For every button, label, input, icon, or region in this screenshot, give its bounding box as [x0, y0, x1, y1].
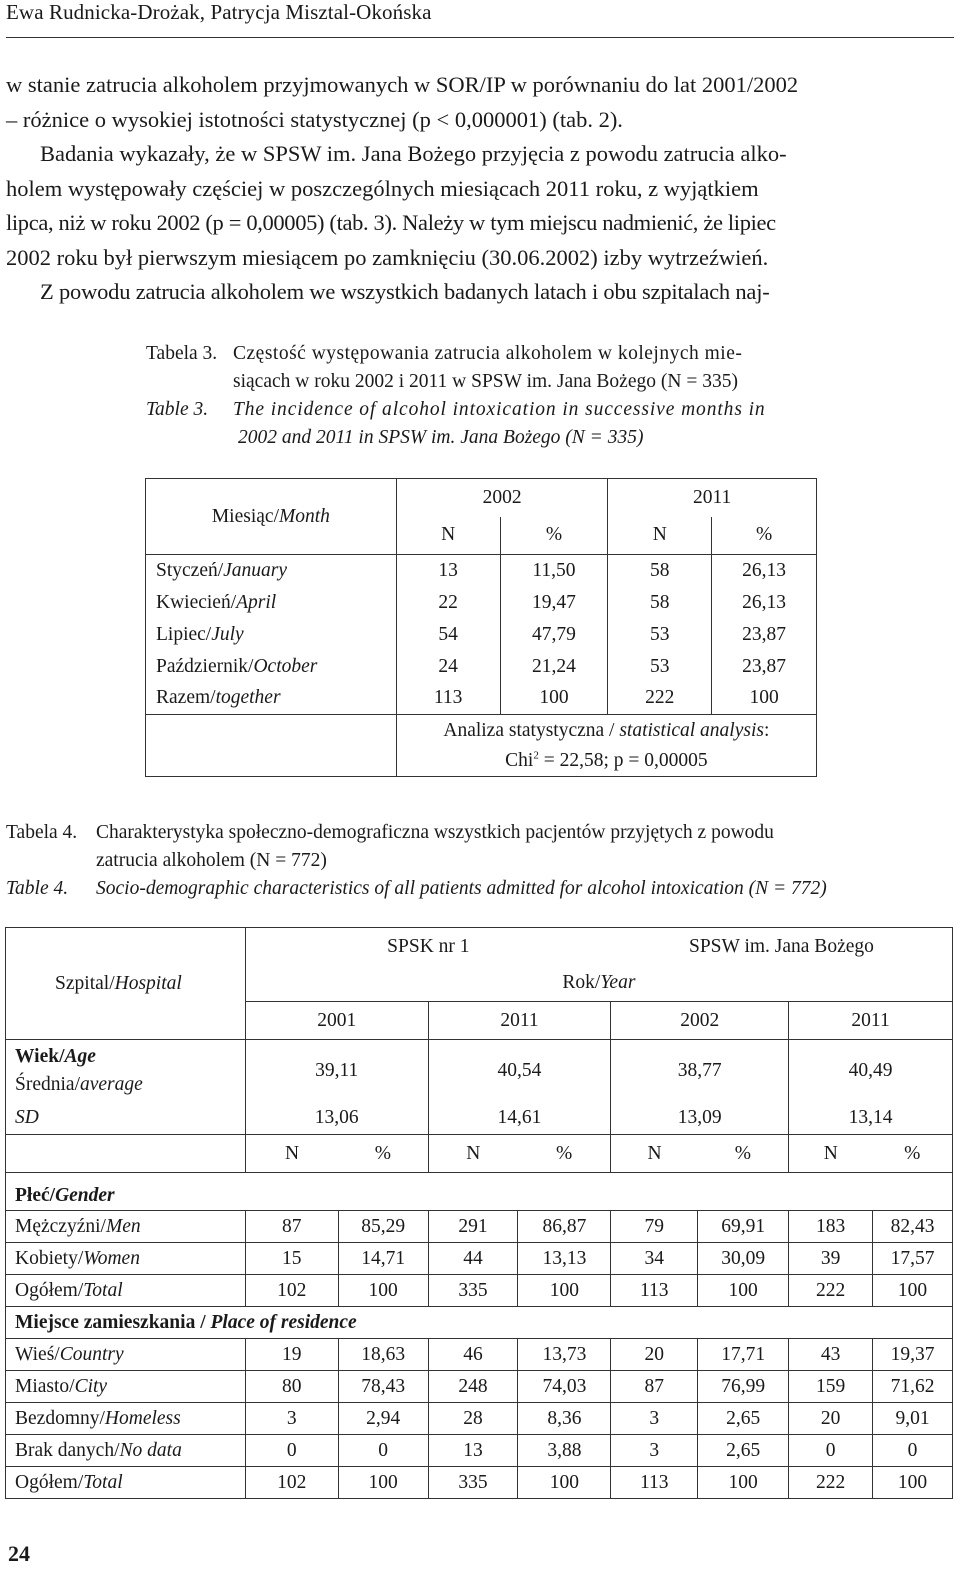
table4-label-pl: Tabela 4.: [6, 822, 78, 843]
table3-row-label: Lipiec/July: [146, 619, 397, 651]
table-cell: 22: [396, 587, 500, 619]
table-cell: 0: [338, 1435, 428, 1467]
table3-caption-pl-1: Częstość występowania zatrucia alkoholem w kolejnych mie-: [233, 343, 743, 364]
body-line: Z powodu zatrucia alkoholem we wszystkich badanych latach i obu szpitalach naj-: [40, 279, 770, 304]
body-line: w stanie zatrucia alkoholem przyjmowanych w SOR/IP w porównaniu do lat 2001/2002: [6, 72, 799, 97]
table-cell: 222: [789, 1467, 873, 1499]
table-cell: 78,43: [338, 1371, 428, 1403]
table-cell: 222: [608, 683, 712, 715]
table-cell: 80: [245, 1371, 338, 1403]
table-cell: 3,88: [518, 1435, 611, 1467]
table-cell: 222: [789, 1275, 873, 1307]
table-row: [146, 683, 817, 715]
table-cell: 53: [608, 651, 712, 683]
table-cell: 74,03: [518, 1371, 611, 1403]
table-cell: 76,99: [698, 1371, 789, 1403]
table3-caption-en-2: 2002 and 2011 in SPSW im. Jana Bożego (N = 335): [238, 427, 644, 448]
table-cell: 69,91: [698, 1211, 789, 1243]
table-cell: 46: [428, 1339, 518, 1371]
table-cell: 113: [611, 1275, 698, 1307]
table4-col-n: N: [611, 1135, 698, 1173]
table4-row-label: Ogółem/Total: [6, 1467, 246, 1499]
table-cell: 100: [698, 1275, 789, 1307]
table-cell: 17,57: [873, 1243, 953, 1275]
table4-hosp2: SPSW im. Jana Bożego: [611, 928, 953, 966]
table4-year: 2001: [245, 1002, 428, 1040]
body-line: – różnice o wysokiej istotności statystycznej (p < 0,000001) (tab. 2).: [6, 106, 623, 132]
table-cell: 85,29: [338, 1211, 428, 1243]
table-row: [6, 1211, 953, 1243]
table-cell: 17,71: [698, 1339, 789, 1371]
table3-row-label: Kwiecień/April: [146, 587, 397, 619]
table-cell: 3: [245, 1403, 338, 1435]
table3-label-pl: Tabela 3.: [146, 343, 218, 364]
table-cell: 82,43: [873, 1211, 953, 1243]
table-cell: 58: [608, 555, 712, 587]
table4-mean: 38,77: [611, 1040, 789, 1103]
body-line: holem występowały częściej w poszczególnych miesiącach 2011 roku, z wyjątkiem: [6, 175, 759, 201]
table-cell: 20: [611, 1339, 698, 1371]
table4-caption-pl-1: Charakterystyka społeczno-demograficzna wszystkich pacjentów przyjętych z powodu: [96, 822, 774, 843]
table-cell: 58: [608, 587, 712, 619]
table-cell: 71,62: [873, 1371, 953, 1403]
table-row: [6, 1435, 953, 1467]
table4-row-label: Miasto/City: [6, 1371, 246, 1403]
table-cell: 100: [338, 1275, 428, 1307]
table-cell: 102: [245, 1467, 338, 1499]
table-cell: 54: [396, 619, 500, 651]
table3-col-pct: %: [500, 517, 608, 555]
table4-sd: 13,06: [245, 1103, 428, 1135]
table-cell: 53: [608, 619, 712, 651]
table-cell: 26,13: [712, 555, 817, 587]
table-cell: 100: [712, 683, 817, 715]
table-cell: 0: [245, 1435, 338, 1467]
table4-year: 2011: [428, 1002, 611, 1040]
table4-col-n: N: [428, 1135, 518, 1173]
table-cell: 100: [338, 1467, 428, 1499]
table-row: [6, 1339, 953, 1371]
table-cell: 100: [698, 1467, 789, 1499]
table3: [145, 478, 817, 777]
table-cell: 30,09: [698, 1243, 789, 1275]
table4-row-label: Mężczyźni/Men: [6, 1211, 246, 1243]
table3-col-pct: %: [712, 517, 817, 555]
table4: [5, 927, 953, 1499]
table4-year-header: Rok/Year: [245, 966, 952, 1002]
table-cell: 100: [518, 1467, 611, 1499]
table-cell: 335: [428, 1275, 518, 1307]
table4-sd: 14,61: [428, 1103, 611, 1135]
table-cell: 18,63: [338, 1339, 428, 1371]
table-cell: 0: [873, 1435, 953, 1467]
table-cell: 2,65: [698, 1435, 789, 1467]
table-cell: 3: [611, 1403, 698, 1435]
table-cell: 86,87: [518, 1211, 611, 1243]
table4-caption-en-1: Socio-demographic characteristics of all patients admitted for alcohol intoxication (N = 772): [96, 878, 827, 899]
table3-row-label: Październik/October: [146, 651, 397, 683]
table-row: [146, 587, 817, 619]
table4-col-n: N: [245, 1135, 338, 1173]
table-row: [146, 651, 817, 683]
table-cell: 100: [873, 1275, 953, 1307]
table-cell: 159: [789, 1371, 873, 1403]
table-cell: 15: [245, 1243, 338, 1275]
table-row: [146, 619, 817, 651]
table-cell: 87: [245, 1211, 338, 1243]
table4-age-label: Wiek/Age Średnia/average: [6, 1040, 246, 1103]
table4-mean: 40,49: [789, 1040, 953, 1103]
table-row: [6, 1371, 953, 1403]
table-cell: 100: [518, 1275, 611, 1307]
table4-row-label: Ogółem/Total: [6, 1275, 246, 1307]
table4-col-pct: %: [338, 1135, 428, 1173]
table4-year: 2002: [611, 1002, 789, 1040]
table-cell: 248: [428, 1371, 518, 1403]
table-cell: 102: [245, 1275, 338, 1307]
table4-col-pct: %: [518, 1135, 611, 1173]
table3-year-2011: 2011: [608, 479, 817, 517]
table3-caption-pl-2: siącach w roku 2002 i 2011 w SPSW im. Jana Bożego (N = 335): [233, 371, 738, 392]
table3-col-n: N: [396, 517, 500, 555]
table-cell: 13: [396, 555, 500, 587]
table-cell: 23,87: [712, 651, 817, 683]
table3-label-en: Table 3.: [146, 399, 209, 420]
table-cell: 0: [789, 1435, 873, 1467]
table4-row-label: Kobiety/Women: [6, 1243, 246, 1275]
table3-year-2002: 2002: [396, 479, 608, 517]
table-cell: 3: [611, 1435, 698, 1467]
table-cell: 335: [428, 1467, 518, 1499]
table4-year: 2011: [789, 1002, 953, 1040]
table4-residence-header: Miejsce zamieszkania / Place of residence: [6, 1307, 953, 1339]
table-cell: 100: [873, 1467, 953, 1499]
table-cell: 34: [611, 1243, 698, 1275]
table-row: [6, 1467, 953, 1499]
table4-col-n: N: [789, 1135, 873, 1173]
table-cell: 13,73: [518, 1339, 611, 1371]
table-row: [6, 1275, 953, 1307]
table4-sd-label: SD: [6, 1103, 246, 1135]
table4-gender-header: Płeć/Gender: [6, 1173, 953, 1211]
table4-sd: 13,14: [789, 1103, 953, 1135]
table4-row-label: Wieś/Country: [6, 1339, 246, 1371]
table-cell: 26,13: [712, 587, 817, 619]
page-number: 24: [8, 1541, 30, 1566]
table-cell: 183: [789, 1211, 873, 1243]
table4-mean: 39,11: [245, 1040, 428, 1103]
table4-empty-cell: [6, 1135, 246, 1173]
table-row: [146, 555, 817, 587]
table-cell: 23,87: [712, 619, 817, 651]
table4-label-en: Table 4.: [6, 878, 69, 899]
table4-caption: [6, 819, 954, 903]
table3-caption-en-1: The incidence of alcohol intoxication in successive months in: [233, 399, 766, 420]
table-cell: 13: [428, 1435, 518, 1467]
table-cell: 43: [789, 1339, 873, 1371]
table-row: [6, 1243, 953, 1275]
table-cell: 79: [611, 1211, 698, 1243]
table-cell: 87: [611, 1371, 698, 1403]
body-line: lipca, niż w roku 2002 (p = 0,00005) (tab. 3). Należy w tym miejscu nadmienić, że lipiec: [6, 210, 776, 235]
table3-row-label: Styczeń/January: [146, 555, 397, 587]
table4-row-label: Bezdomny/Homeless: [6, 1403, 246, 1435]
table-cell: 2,65: [698, 1403, 789, 1435]
table-cell: 113: [396, 683, 500, 715]
header-rule: [6, 37, 954, 38]
table3-empty-cell: [146, 715, 397, 777]
table-cell: 14,71: [338, 1243, 428, 1275]
table-cell: 100: [500, 683, 608, 715]
table-cell: 9,01: [873, 1403, 953, 1435]
table4-hospital-header: Szpital/Hospital: [6, 928, 246, 1040]
table-cell: 44: [428, 1243, 518, 1275]
table-cell: 19,47: [500, 587, 608, 619]
body-line: Badania wykazały, że w SPSW im. Jana Bożego przyjęcia z powodu zatrucia alko-: [40, 141, 787, 166]
table3-header-month: Miesiąc/Month: [146, 479, 397, 555]
table-row: [6, 1403, 953, 1435]
table-cell: 291: [428, 1211, 518, 1243]
table4-sd: 13,09: [611, 1103, 789, 1135]
table3-caption: [146, 340, 818, 452]
table4-row-label: Brak danych/No data: [6, 1435, 246, 1467]
table-cell: 19,37: [873, 1339, 953, 1371]
table3-col-n: N: [608, 517, 712, 555]
table-cell: 39: [789, 1243, 873, 1275]
body-line: 2002 roku był pierwszym miesiącem po zamknięciu (30.06.2002) izby wytrzeźwień.: [6, 244, 769, 270]
table-cell: 28: [428, 1403, 518, 1435]
table-cell: 20: [789, 1403, 873, 1435]
table-cell: 19: [245, 1339, 338, 1371]
table-cell: 24: [396, 651, 500, 683]
table-cell: 13,13: [518, 1243, 611, 1275]
table4-caption-pl-2: zatrucia alkoholem (N = 772): [96, 850, 327, 871]
table3-analysis: Analiza statystyczna / statistical analysis: Chi$^2$ = 22,58; p = 0,00005: [396, 715, 816, 777]
table-cell: 47,79: [500, 619, 608, 651]
table-cell: 2,94: [338, 1403, 428, 1435]
table-cell: 113: [611, 1467, 698, 1499]
table3-row-label: Razem/together: [146, 683, 397, 715]
table-cell: 21,24: [500, 651, 608, 683]
table4-mean: 40,54: [428, 1040, 611, 1103]
table-cell: 11,50: [500, 555, 608, 587]
body-paragraph: [6, 68, 954, 310]
table-cell: 8,36: [518, 1403, 611, 1435]
table4-col-pct: %: [698, 1135, 789, 1173]
table4-hosp1: SPSK nr 1: [245, 928, 611, 966]
table4-col-pct: %: [873, 1135, 953, 1173]
running-head: Ewa Rudnicka-Drożak, Patrycja Misztal-Okońska: [6, 0, 432, 24]
